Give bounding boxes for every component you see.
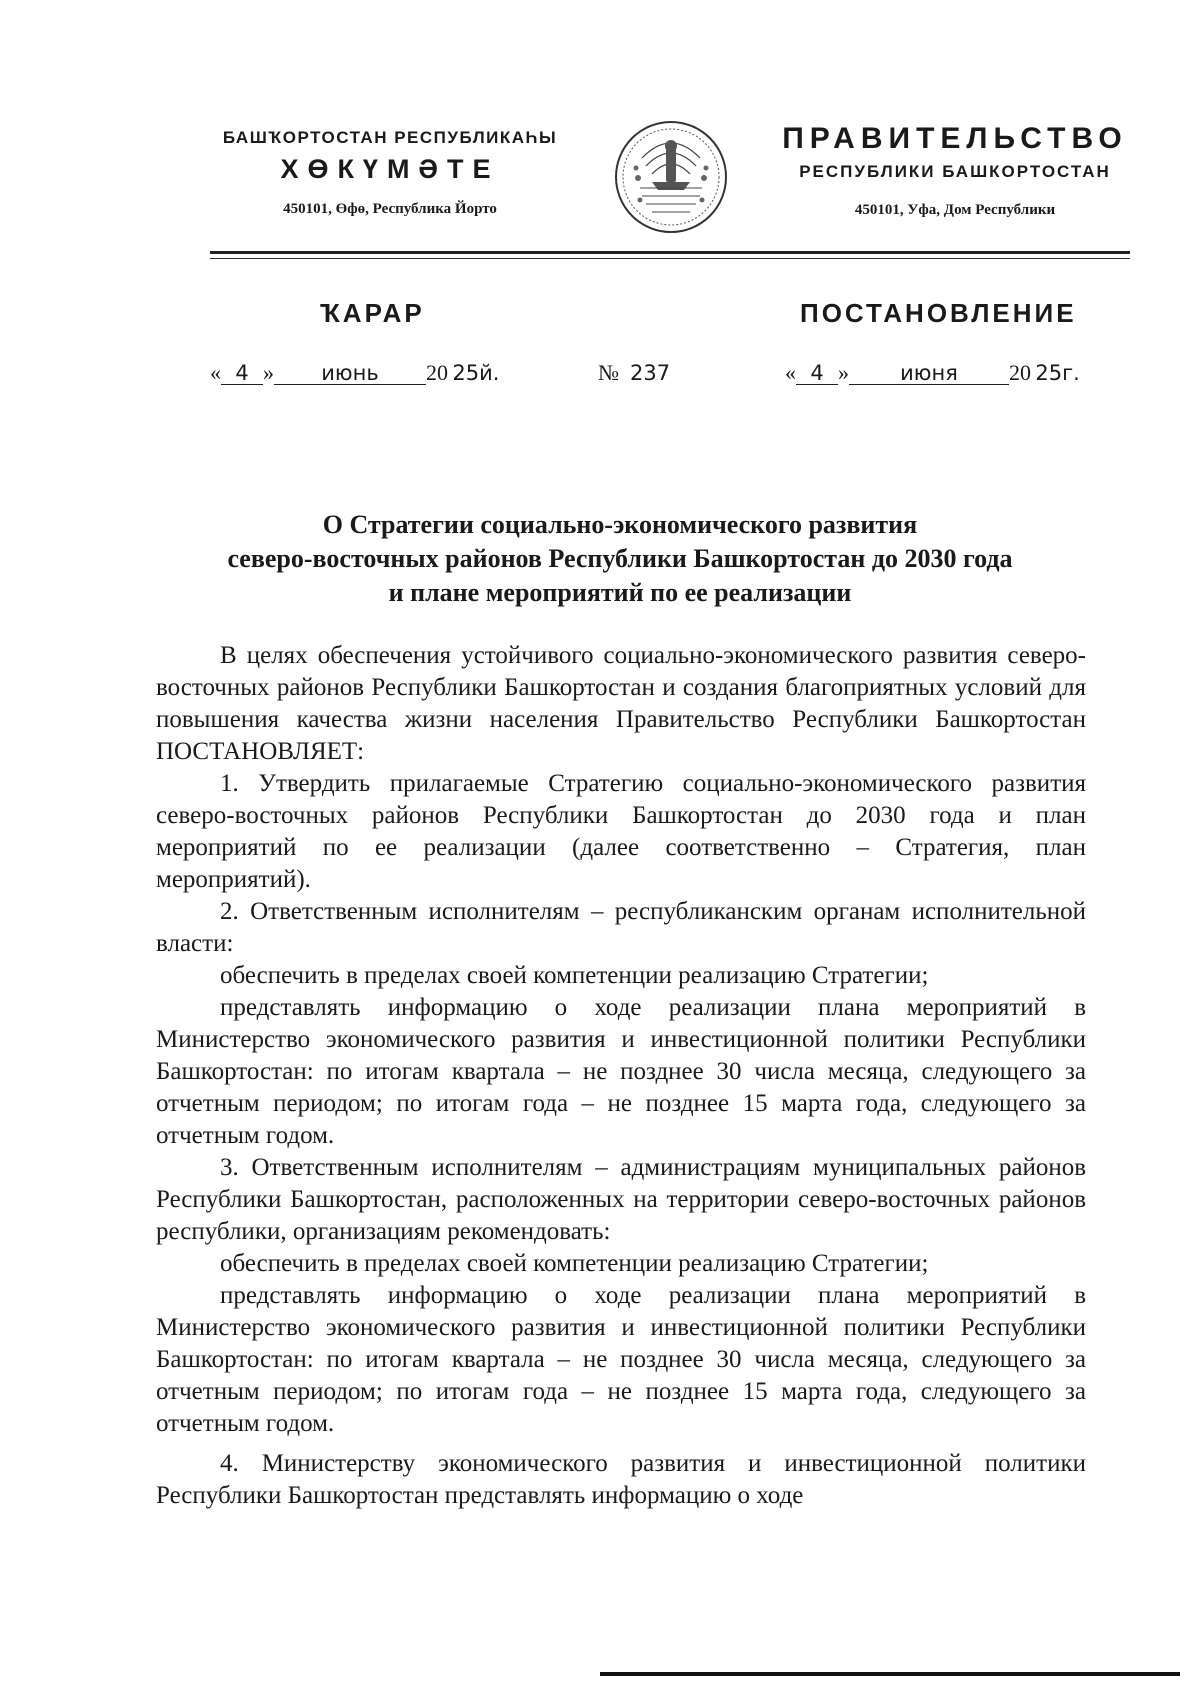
government-name-russian: ПРАВИТЕЛЬСТВО — [782, 122, 1128, 155]
date-russian — [785, 360, 1080, 386]
letterhead-divider-thin — [210, 258, 1130, 259]
title-line: О Стратегии социально-экономического развития — [322, 510, 918, 539]
date-month: июня — [849, 362, 1009, 385]
item-3b-paragraph: представлять информацию о ходе реализации плана мероприятий в Министерство экономического развития и инвестиционной политики Республики Башкортостан: по итогам квартала – не позднее 30 числа месяца, следующего за отчетным периодом; по итогам года – не позднее 15 марта года, следующего за отчетным годом. — [156, 1282, 1086, 1437]
doc-type-russian: ПОСТАНОВЛЕНИЕ — [800, 298, 1077, 328]
date-day: 4 — [221, 362, 263, 385]
letterhead-divider — [210, 251, 1130, 254]
republic-name-russian: РЕСПУБЛИКИ БАШКОРТОСТАН — [799, 162, 1111, 181]
quote-open: « — [210, 360, 221, 385]
date-year-prefix: 20 — [1009, 360, 1031, 385]
date-year-prefix: 20 — [426, 360, 448, 385]
date-bashkir — [210, 360, 499, 386]
letterhead-left — [180, 128, 600, 218]
document-body — [156, 640, 1086, 1512]
doc-type-bashkir: ҠАРАР — [320, 298, 425, 328]
quote-close: » — [263, 360, 274, 385]
date-day: 4 — [796, 362, 838, 385]
date-year-suffix: 25й. — [452, 361, 500, 385]
item-3a-paragraph: обеспечить в пределах своей компетенции реализацию Стратегии; — [220, 1250, 929, 1277]
item-2-paragraph: 2. Ответственным исполнителям – республиканским органам исполнительной власти: — [156, 898, 1086, 957]
item-1-paragraph: 1. Утвердить прилагаемые Стратегию социально-экономического развития северо-восточных районов Республики Башкортостан до 2030 года и план мероприятий по ее реализации (далее соответственно – Стратегия, план мероприятий). — [156, 770, 1086, 893]
address-bashkir: 450101, Өфө, Республика Йорто — [283, 201, 497, 217]
letterhead-right — [770, 122, 1140, 219]
title-line: северо-восточных районов Республики Башкортостан до 2030 года — [227, 544, 1013, 573]
scan-edge-line — [600, 1672, 1180, 1676]
item-4-paragraph: 4. Министерству экономического развития и инвестиционной политики Республики Башкортостан представлять информацию о ходе — [156, 1450, 1086, 1509]
number-sign: № — [598, 360, 619, 385]
number-value: 237 — [630, 361, 671, 385]
item-2b-paragraph: представлять информацию о ходе реализации плана мероприятий в Министерство экономического развития и инвестиционной политики Республики Башкортостан: по итогам квартала – не позднее 30 числа месяца, следующего за отчетным периодом; по итогам года – не позднее 15 марта года, следующего за отчетным годом. — [156, 994, 1086, 1149]
date-year-suffix: 25г. — [1035, 361, 1080, 385]
title-line: и плане мероприятий по ее реализации — [388, 578, 852, 607]
republic-name-bashkir: БАШҠОРТОСТАН РЕСПУБЛИКАҺЫ — [222, 128, 558, 147]
document-number — [598, 360, 670, 386]
date-month: июнь — [274, 362, 426, 385]
item-3-paragraph: 3. Ответственным исполнителям – администрациям муниципальных районов Республики Башкортостан, расположенных на территории северо-восточных районов республики, организациям рекомендовать: — [156, 1154, 1086, 1245]
bashkortostan-coat-of-arms-icon — [612, 118, 730, 236]
item-2a-paragraph: обеспечить в пределах своей компетенции реализацию Стратегии; — [220, 962, 929, 989]
address-russian: 450101, Уфа, Дом Республики — [854, 202, 1056, 218]
quote-close: » — [838, 360, 849, 385]
government-name-bashkir: ХӨКҮМӘТЕ — [280, 154, 500, 184]
document-title — [150, 508, 1090, 610]
preamble-paragraph: В целях обеспечения устойчивого социально-экономического развития северо-восточных районов Республики Башкортостан и создания благоприятных условий для повышения качества жизни населения Правительство Республики Башкортостан ПОСТАНОВЛЯЕТ: — [156, 642, 1086, 765]
quote-open: « — [785, 360, 796, 385]
